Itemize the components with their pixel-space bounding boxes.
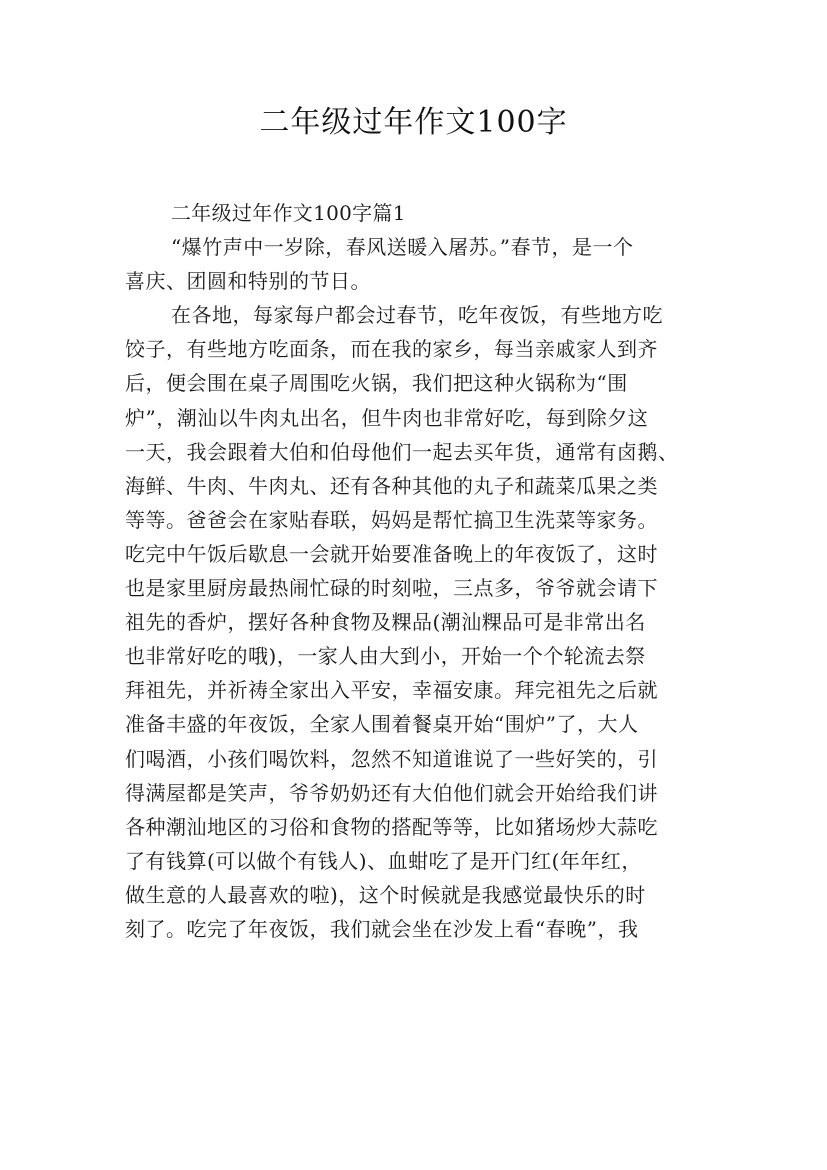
document-body — [125, 196, 711, 946]
paragraph-line: 海鲜、牛肉、牛肉丸、还有各种其他的丸子和蔬菜瓜果之类 — [125, 473, 658, 498]
paragraph-line: 喜庆、团圆和特别的节日。 — [125, 269, 371, 294]
paragraph-line: 后，便会围在桌子周围吃火锅，我们把这种火锅称为“围 — [125, 371, 628, 396]
paragraph-line: 刻了。吃完了年夜饭，我们就会坐在沙发上看“春晚”，我 — [125, 916, 639, 941]
paragraph-line: 各种潮汕地区的习俗和食物的搭配等等，比如猪场炒大蒜吃 — [125, 814, 658, 839]
paragraph-line: 了有钱算(可以做个有钱人)、血蚶吃了是开门红(年年红， — [125, 848, 642, 873]
paragraph-line: 做生意的人最喜欢的啦)，这个时候就是我感觉最快乐的时 — [125, 882, 646, 907]
section-heading: 二年级过年作文100字篇1 — [171, 201, 406, 225]
paragraph-line: 也是家里厨房最热闹忙碌的时刻啦，三点多，爷爷就会请下 — [125, 576, 658, 601]
paragraph-line: 们喝酒，小孩们喝饮料，忽然不知道谁说了一些好笑的，引 — [125, 746, 658, 771]
paragraph-line: 在各地，每家每户都会过春节，吃年夜饭，有些地方吃 — [171, 303, 663, 328]
paragraph-line: 拜祖先，并祈祷全家出入平安，幸福安康。拜完祖先之后就 — [125, 678, 658, 703]
paragraph-line: 得满屋都是笑声，爷爷奶奶还有大伯他们就会开始给我们讲 — [125, 780, 658, 805]
paragraph-line: 等等。爸爸会在家贴春联，妈妈是帮忙搞卫生洗菜等家务。 — [125, 507, 658, 532]
paragraph-line: 一天，我会跟着大伯和伯母他们一起去买年货，通常有卤鹅、 — [125, 439, 679, 464]
paragraph-line: 也非常好吃的哦)，一家人由大到小，开始一个个轮流去祭 — [125, 644, 646, 669]
paragraph-line: 祖先的香炉，摆好各种食物及粿品(潮汕粿品可是非常出名 — [125, 610, 646, 635]
paragraph-line: “爆竹声中一岁除，春风送暖入屠苏。”春节，是一个 — [171, 235, 634, 260]
paragraph-line: 准备丰盛的年夜饭，全家人围着餐桌开始“围炉”了，大人 — [125, 712, 639, 737]
paragraph-line: 吃完中午饭后歇息一会就开始要准备晚上的年夜饭了，这时 — [125, 541, 658, 566]
document-title: 二年级过年作文100字 — [259, 105, 568, 140]
paragraph-line: 饺子，有些地方吃面条，而在我的家乡，每当亲戚家人到齐 — [125, 337, 658, 362]
paragraph-line: 炉”，潮汕以牛肉丸出名，但牛肉也非常好吃，每到除夕这 — [125, 405, 649, 430]
